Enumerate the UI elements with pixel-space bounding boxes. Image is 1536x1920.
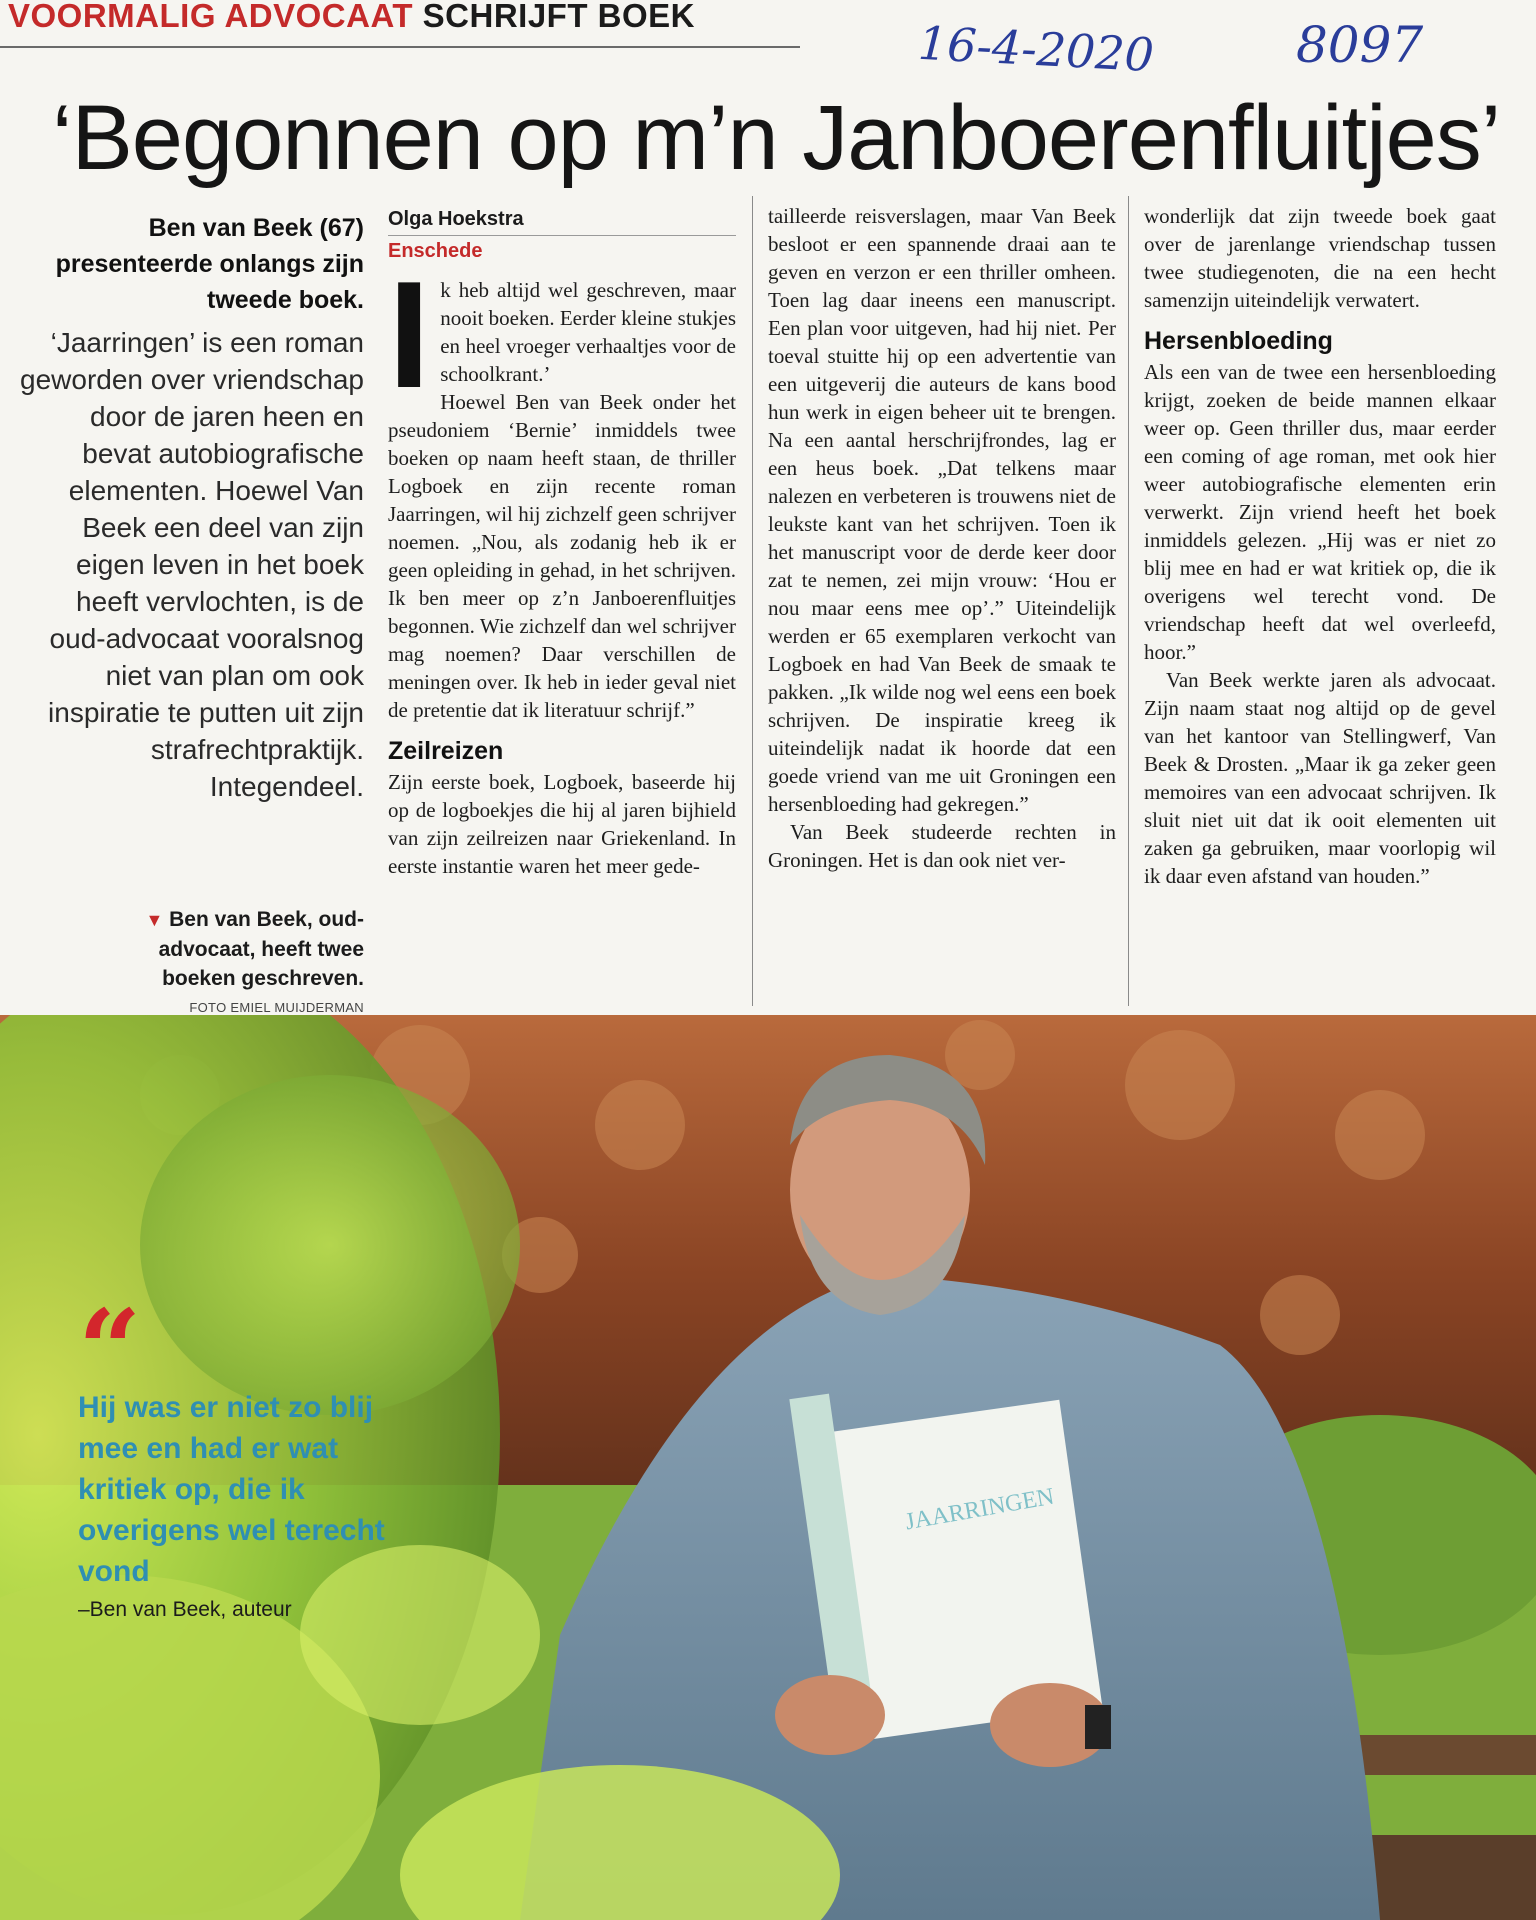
photo-caption xyxy=(100,905,364,993)
pull-quote xyxy=(78,1285,418,1622)
kicker-black: SCHRIJFT BOEK xyxy=(422,0,696,34)
intro-body: ‘Jaarringen’ is een roman geworden over vriendschap door de jaren heen en bevat autobiografische elementen. Hoewel Van Beek een deel van zijn eigen leven in het boek heeft vervlochten, is de oud-advocaat vooralsnog niet van plan om ook inspiratie te putten uit zijn strafrechtpraktijk. Integendeel. xyxy=(20,327,364,802)
article-column-2 xyxy=(768,202,1116,874)
book-cover-title: JAARRINGEN xyxy=(903,1483,1057,1536)
column-rule xyxy=(1128,196,1129,1006)
article-paragraph: Zijn eerste boek, Logboek, baseerde hij op de logboekjes die hij al jaren bijhield van zijn zeilreizen naar Griekenland. In eerste instantie waren het meer gede- xyxy=(388,770,736,878)
subheading-zeilreizen: Zeilreizen xyxy=(388,737,504,765)
article-paragraph: Van Beek studeerde rechten in Groningen. Het is dan ook niet ver- xyxy=(768,820,1116,872)
intro xyxy=(20,210,364,805)
pull-quote-attribution: –Ben van Beek, auteur xyxy=(78,1598,292,1621)
kicker xyxy=(8,0,695,32)
article-paragraph: Van Beek werkte jaren als advocaat. Zijn naam staat nog altijd op de gevel van het kantoor van Stellingwerf, Van Beek & Drosten. „Maar ik ga zeker geen memoires van een advocaat schrijven. Ik sluit niet uit dat ik ooit elementen uit zaken ga gebruiken, maar voorlopig wil ik daar even afstand van houden.” xyxy=(1144,668,1496,888)
subheading-hersenbloeding: Hersenbloeding xyxy=(1144,327,1333,355)
kicker-rule xyxy=(0,46,800,48)
article-paragraph: Hoewel Ben van Beek onder het pseudoniem ‘Bernie’ inmiddels twee boeken op naam heeft staan, de thriller Logboek en zijn recente roman Jaarringen, wil hij zichzelf geen schrijver noemen. „Nou, als zodanig heb ik er geen opleiding in gehad, in het schrijven. Ik ben meer op z’n Janboerenfluitjes begonnen. Wie zichzelf dan wel schrijver mag noemen? Daar verschillen de meningen over. Ik heb in ieder geval niet de pretentie dat ik literatuur schrijf.” xyxy=(388,390,736,722)
caption-marker-icon: ▼ xyxy=(145,910,164,930)
handwritten-date: 16-4-2020 xyxy=(916,15,1156,83)
headline: ‘Begonnen op m’n Janboerenfluitjes’ xyxy=(52,87,1501,189)
article-paragraph: tailleerde reisverslagen, maar Van Beek besloot er een spannende draai aan te geven en verzon er een thriller omheen. Toen lag daar ineens een manuscript. Een plan voor uitgeven, had hij niet. Per toeval stuitte hij op een advertentie van een uitgeverij die auteurs de kans bood hun werk in eigen beheer uit te brengen. Na een aantal herschrijfrondes, lag er een heus boek. „Dat telkens maar nalezen en verbeteren is trouwens niet de leukste kant van het schrijven. Toen ik het manuscript voor de derde keer door zat te nemen, zei mijn vrouw: ‘Hou er nou maar eens mee op’.” Uiteindelijk werden er 65 exemplaren verkocht van Logboek en had Van Beek de smaak te pakken. „Ik wilde nog wel eens een boek schrijven. De inspiratie kreeg ik uiteindelijk nadat ik hoorde dat een goede vriend van me uit Groningen een hersenbloeding had gekregen.” xyxy=(768,204,1116,816)
handwritten-number: 8097 xyxy=(1296,16,1424,74)
article-column-3 xyxy=(1144,202,1496,890)
article-paragraph: wonderlijk dat zijn tweede boek gaat over de jarenlange vriendschap tussen twee studiegenoten, die na een hecht samenzijn uiteindelijk verwatert. xyxy=(1144,204,1496,312)
kicker-red: VOORMALIG ADVOCAAT xyxy=(8,0,413,34)
caption-text: Ben van Beek, oud-advocaat, heeft twee boeken geschreven. xyxy=(158,908,364,990)
byline-place: Enschede xyxy=(388,240,483,262)
drop-cap: I xyxy=(388,250,431,420)
article-column-1 xyxy=(388,205,736,880)
photo-credit: FOTO EMIEL MUIJDERMAN xyxy=(189,1000,364,1015)
byline-author: Olga Hoekstra xyxy=(388,205,736,236)
column-rule xyxy=(752,196,753,1006)
article-paragraph: Als een van de twee een hersenbloeding krijgt, zoeken de beide mannen elkaar weer op. Geen thriller dus, maar eerder een coming of age roman, met ook hier weer autobiografische elementen erin verwerkt. Zijn vriend heeft het boek inmiddels gelezen. „Hij was er niet zo blij mee en had er wat kritiek op, die ik overigens wel terecht vond. De vriendschap heeft dat wel overleefd, hoor.” xyxy=(1144,360,1496,664)
intro-lead: Ben van Beek (67) presenteerde onlangs zijn tweede boek. xyxy=(55,214,364,314)
quote-mark-icon: “ xyxy=(78,1285,142,1414)
pull-quote-text: Hij was er niet zo blij mee en had er wat kritiek op, die ik overigens wel terecht vond xyxy=(78,1391,385,1588)
article-paragraph: Ik heb altijd wel geschreven, maar nooit boeken. Eerder kleine stukjes en heel vroeger verhaaltjes voor de schoolkrant.’ xyxy=(388,250,736,420)
